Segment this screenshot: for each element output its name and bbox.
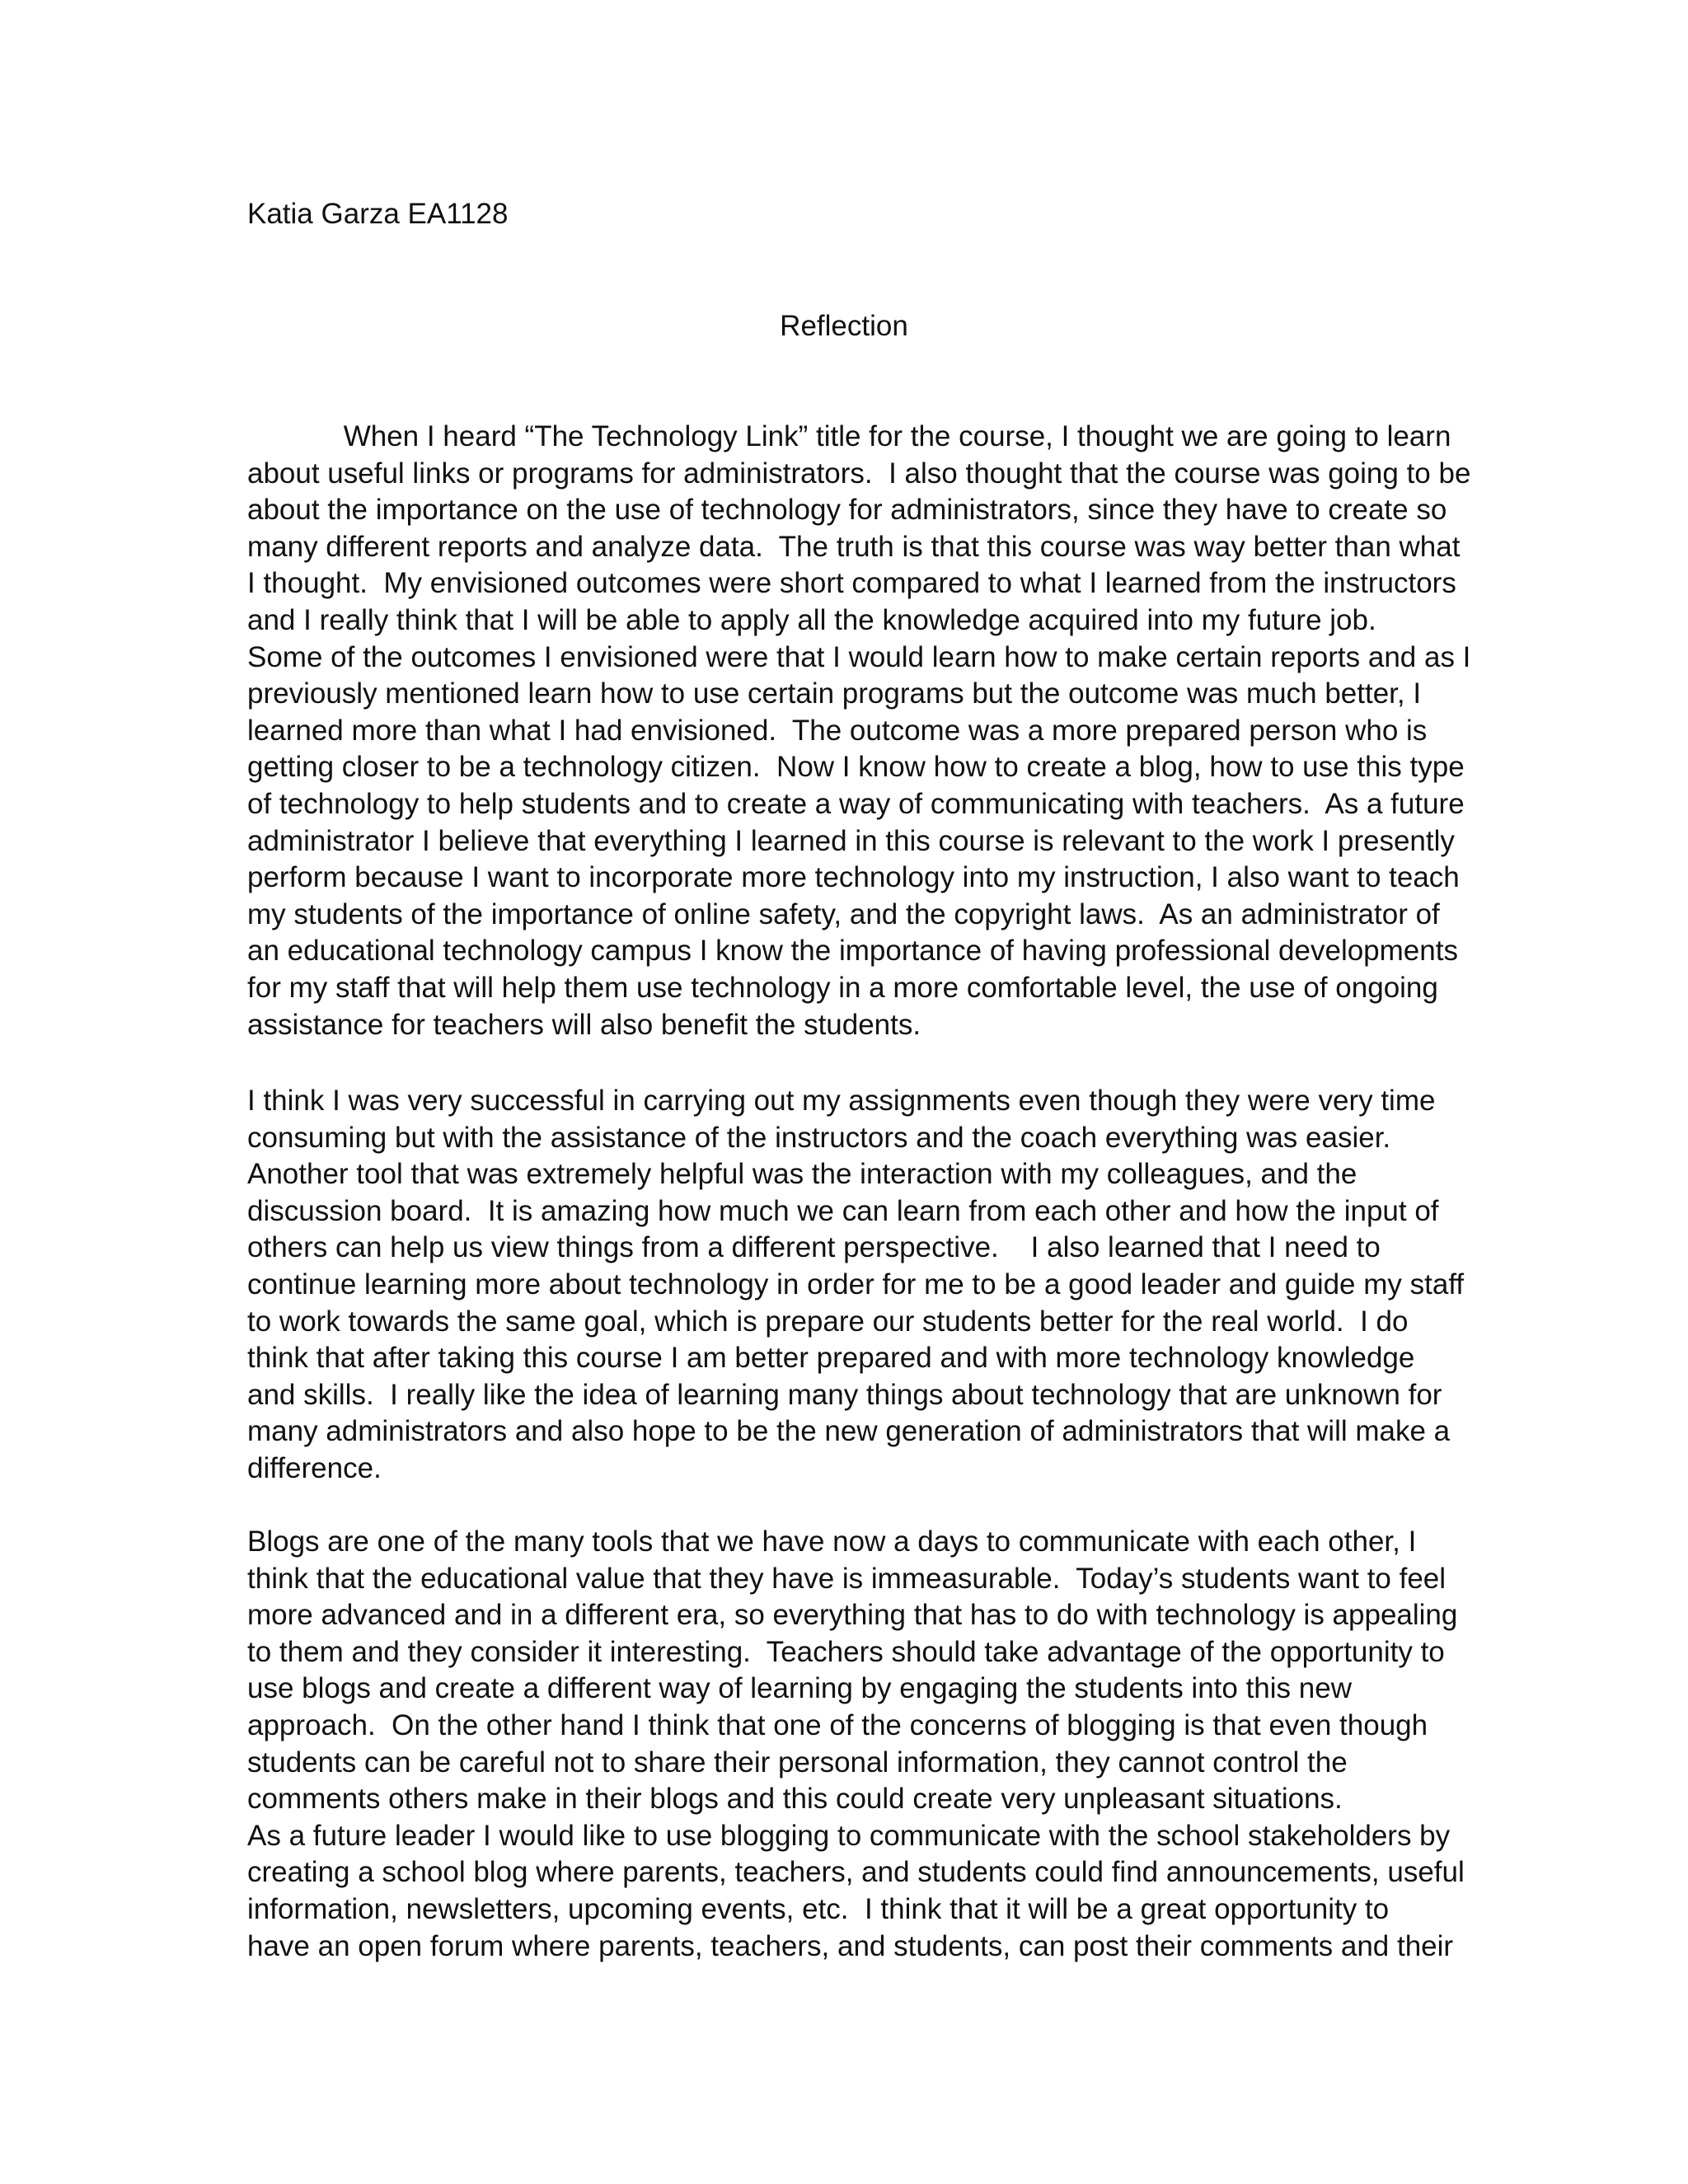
paragraph-line: assistance for teachers will also benefit the students. xyxy=(247,1008,921,1041)
paragraph-line: think that the educational value that they have is immeasurable. Today’s students want to feel xyxy=(247,1562,1447,1595)
paragraph-line: continue learning more about technology in order for me to be a good leader and guide my staff xyxy=(247,1268,1465,1301)
paragraph-3 xyxy=(247,1524,1465,1965)
paragraph-line: to work towards the same goal, which is prepare our students better for the real world. I do xyxy=(247,1305,1409,1338)
paragraph-line: have an open forum where parents, teachers, and students, can post their comments and their xyxy=(247,1929,1454,1962)
paragraph-line: for my staff that will help them use technology in a more comfortable level, the use of ongoing xyxy=(247,971,1438,1004)
paragraph-line: and I really think that I will be able to apply all the knowledge acquired into my future job. xyxy=(247,603,1376,636)
paragraph-line: information, newsletters, upcoming events, etc. I think that it will be a great opportunity to xyxy=(247,1892,1390,1925)
paragraph-line: previously mentioned learn how to use certain programs but the outcome was much better, I xyxy=(247,677,1422,710)
paragraph-line: Blogs are one of the many tools that we have now a days to communicate with each other, I xyxy=(247,1526,1417,1558)
paragraph-line: difference. xyxy=(247,1451,382,1484)
paragraph-line: approach. On the other hand I think that one of the concerns of blogging is that even though xyxy=(247,1708,1428,1741)
paragraph-line: comments others make in their blogs and this could create very unpleasant situations. xyxy=(247,1783,1343,1816)
paragraph-line: about useful links or programs for administrators. I also thought that the course was going to be xyxy=(247,457,1471,490)
paragraph-line: I think I was very successful in carrying out my assignments even though they were very time xyxy=(247,1085,1436,1117)
page-title: Reflection xyxy=(780,310,908,342)
paragraph-line: When I heard “The Technology Link” title for the course, I thought we are going to learn xyxy=(247,420,1451,452)
paragraph-line: perform because I want to incorporate more technology into my instruction, I also want to teach xyxy=(247,861,1460,894)
paragraph-2 xyxy=(247,1083,1465,1488)
paragraph-line: think that after taking this course I am better prepared and with more technology knowledge xyxy=(247,1342,1415,1375)
paragraph-line: many administrators and also hope to be the new generation of administrators that will make a xyxy=(247,1415,1451,1448)
paragraph-line: to them and they consider it interesting. Teachers should take advantage of the opportunity to xyxy=(247,1635,1445,1668)
paragraph-line: more advanced and in a different era, so everything that has to do with technology is appealing xyxy=(247,1599,1458,1632)
paragraph-line: others can help us view things from a different perspective. I also learned that I need to xyxy=(247,1231,1381,1264)
paragraph-line: Some of the outcomes I envisioned were that I would learn how to make certain reports and as I xyxy=(247,640,1471,673)
paragraph-line: administrator I believe that everything I learned in this course is relevant to the work I presently xyxy=(247,824,1455,857)
paragraph-1 xyxy=(247,419,1471,1043)
paragraph-line: an educational technology campus I know the importance of having professional developments xyxy=(247,935,1458,968)
author-line: Katia Garza EA1128 xyxy=(247,198,509,230)
paragraph-line: and skills. I really like the idea of learning many things about technology that are unknown for xyxy=(247,1378,1442,1411)
paragraph-line: use blogs and create a different way of learning by engaging the students into this new xyxy=(247,1672,1352,1705)
paragraph-line: learned more than what I had envisioned. The outcome was a more prepared person who is xyxy=(247,714,1428,747)
paragraph-line: getting closer to be a technology citizen. Now I know how to create a blog, how to use this type xyxy=(247,751,1465,784)
paragraph-line: discussion board. It is amazing how much we can learn from each other and how the input of xyxy=(247,1194,1439,1227)
paragraph-line: many different reports and analyze data. The truth is that this course was way better than what xyxy=(247,530,1461,563)
paragraph-line: about the importance on the use of technology for administrators, since they have to create so xyxy=(247,494,1447,527)
paragraph-line: As a future leader I would like to use blogging to communicate with the school stakeholders by xyxy=(247,1819,1451,1852)
paragraph-line: students can be careful not to share their personal information, they cannot control the xyxy=(247,1746,1348,1779)
paragraph-line: I thought. My envisioned outcomes were short compared to what I learned from the instructors xyxy=(247,567,1456,600)
paragraph-line: my students of the importance of online safety, and the copyright laws. As an administrator of xyxy=(247,898,1440,930)
paragraph-line: Another tool that was extremely helpful was the interaction with my colleagues, and the xyxy=(247,1158,1357,1191)
paragraph-line: consuming but with the assistance of the instructors and the coach everything was easier. xyxy=(247,1121,1391,1154)
paragraph-line: creating a school blog where parents, teachers, and students could find announcements, useful xyxy=(247,1856,1465,1889)
paragraph-line: of technology to help students and to create a way of communicating with teachers. As a future xyxy=(247,787,1465,820)
